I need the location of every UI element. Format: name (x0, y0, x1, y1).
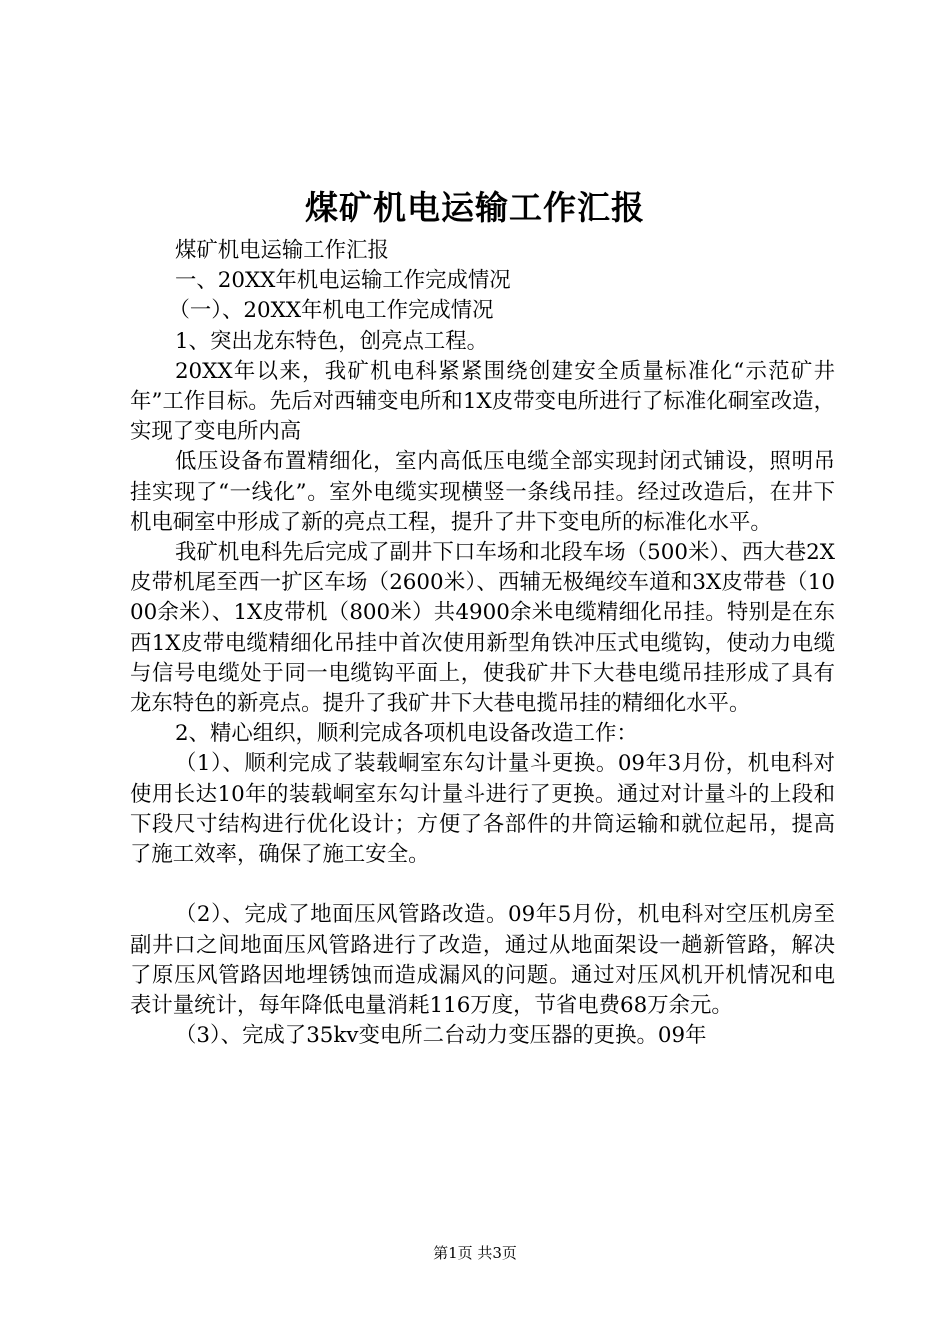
paragraph: 20XX年以来，我矿机电科紧紧围绕创建安全质量标准化“示范矿井年”工作目标。先后对西辅变电所和1X皮带变电所进行了标准化硐室改造，实现了变电所内高 (130, 358, 835, 445)
document-title: 煤矿机电运输工作汇报 (305, 188, 645, 227)
item-heading-1: 1、突出龙东特色，创亮点工程。 (174, 328, 489, 354)
paragraph: 低压设备布置精细化，室内高低压电缆全部实现封闭式铺设，照明吊挂实现了“一线化”。室外电缆实现横竖一条线吊挂。经过改造后，在井下机电硐室中形成了新的亮点工程，提升了井下变电所的标准化水平。 (130, 449, 835, 535)
paragraph-subtitle: 煤矿机电运输工作汇报 (174, 238, 389, 263)
paragraph: （2）、完成了地面压风管路改造。09年5月份，机电科对空压机房至副井口之间地面压风管路进行了改造，通过从地面架设一趟新管路，解决了原压风管路因地埋锈蚀而造成漏风的问题。通过对压风机开机情况和电表计量统计，每年降低电量消耗116万度，节省电费68万余元。 (130, 902, 835, 1019)
section-heading-1: 一、20XX年机电运输工作完成情况 (174, 268, 511, 294)
item-heading-2: 2、精心组织，顺利完成各项机电设备改造工作： (174, 721, 638, 747)
paragraph: （1）、顺利完成了装载峒室东勾计量斗更换。09年3月份，机电科对使用长达10年的装载峒室东勾计量斗进行了更换。通过对计量斗的上段和下段尺寸结构进行优化设计；方便了各部件的井筒运输和就位起吊，提高了施工效率，确保了施工安全。 (130, 751, 835, 868)
paragraph: （3）、完成了35kv变电所二台动力变压器的更换。09年 (174, 1023, 707, 1049)
paragraph: 我矿机电科先后完成了副井下口车场和北段车场（500米）、西大巷2X皮带机尾至西一扩区车场（2600米）、西辅无极绳绞车道和3X皮带巷（1000余米）、1X皮带机（800米）共4900余米电缆精细化吊挂。特别是在东西1X皮带电缆精细化吊挂中首次使用新型角铁冲压式电缆钩，使动力电缆与信号电缆处于同一电缆钩平面上，使我矿井下大巷电缆吊挂形成了具有龙东特色的新亮点。提升了我矿井下大巷电揽吊挂的精细化水平。 (130, 540, 835, 717)
document-body (130, 236, 835, 1051)
section-heading-1-1: （一）、20XX年机电工作完成情况 (168, 298, 494, 324)
page-footer: 第1页 共3页 (433, 1244, 517, 1262)
